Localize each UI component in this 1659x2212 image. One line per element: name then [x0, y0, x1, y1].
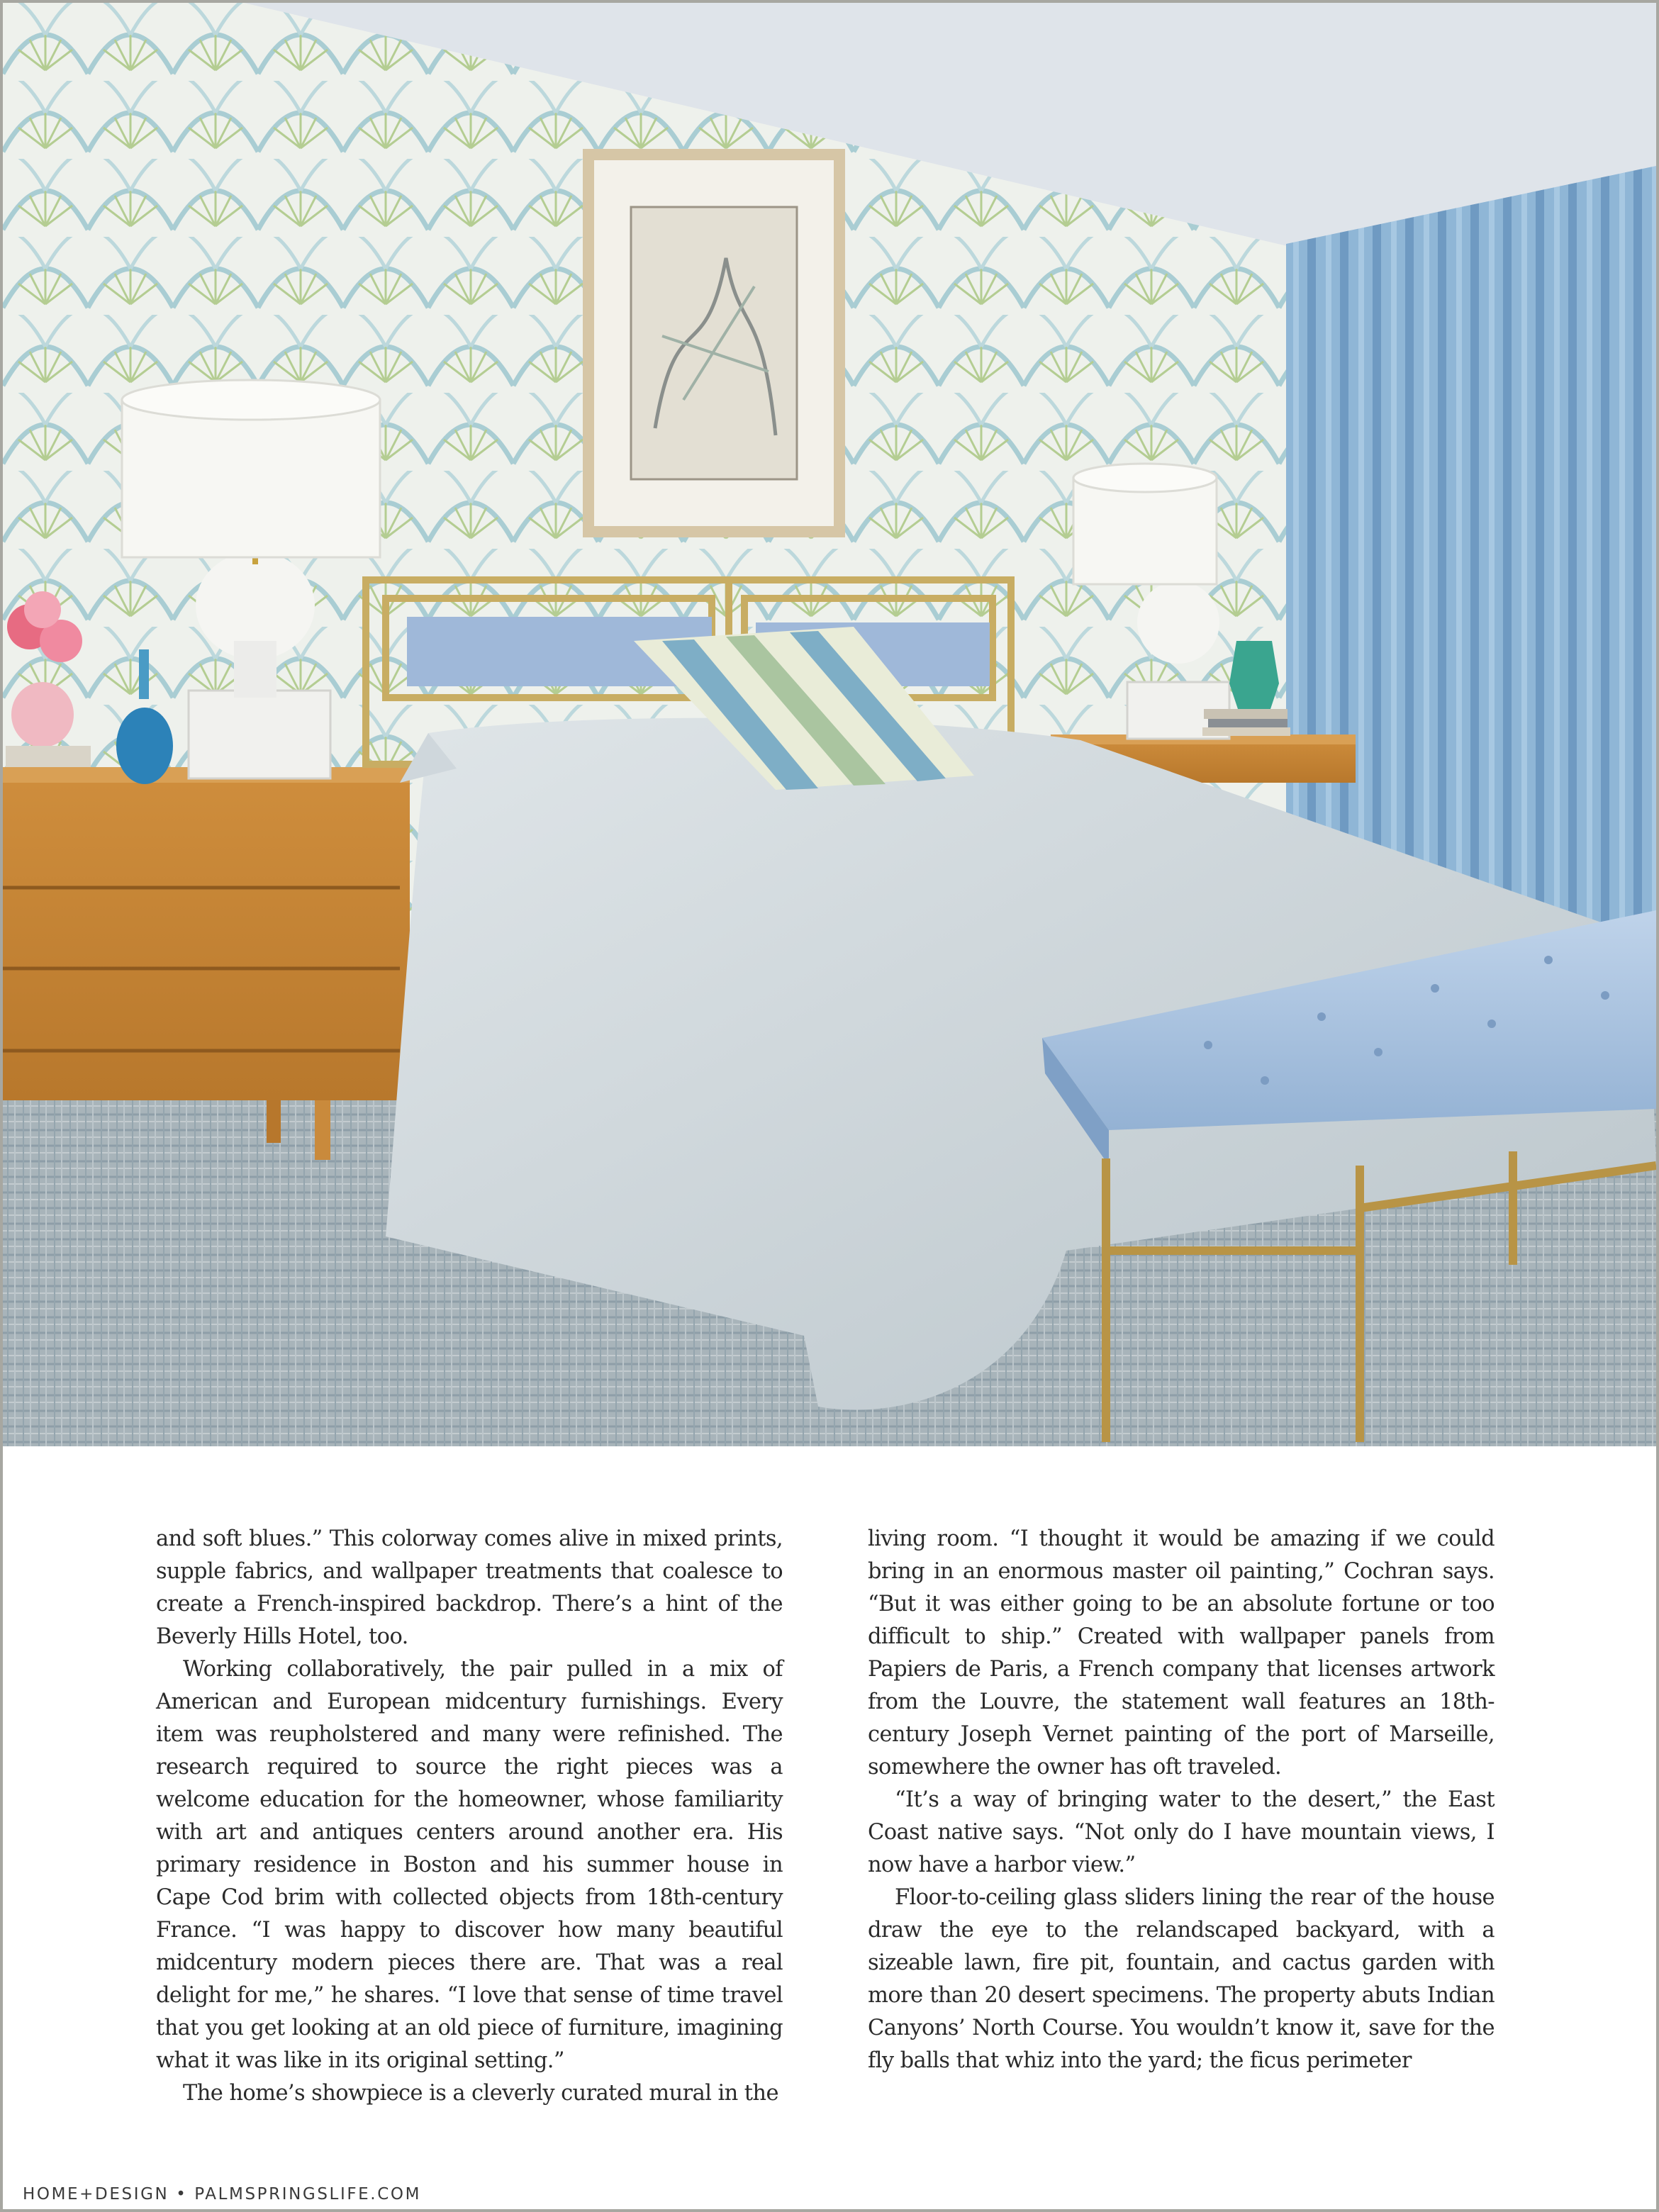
paragraph: Floor-to-ceiling glass sliders lining the rear of the house draw the eye to the relandscaped backyard, with a sizeable lawn, fire pit, fountain, and cactus garden with more than 20 desert specimens. The property abuts Indian Canyons’ North Course. You wouldn’t know it, save for the fly balls that whiz into the yard; the ficus perimeter [868, 1885, 1495, 2073]
paragraph: living room. “I thought it would be amazing if we could bring in an enormous master oil painting,” Cochran says. “But it was either going to be an absolute fortune or too difficult to ship.” Created with wallpaper panels from Papiers de Paris, a French company that licenses artwork from the Louvre, the statement wall features an 18th-century Joseph Vernet painting of the port of Marseille, somewhere the owner has oft traveled. [868, 1526, 1495, 1780]
framed-artwork [583, 149, 845, 537]
paragraph: Working collaboratively, the pair pulled in a mix of American and European midcentury furnishings. Every item was reupholstered and many were refinished. The research required to source the right pieces was a welcome education for the homeowner, whose familiarity with art and antiques centers around another era. His primary residence in Boston and his summer house in Cape Cod brim with collected objects from 18th-century France. “I was happy to discover how many beautiful midcentury modern pieces there are. That was a real delight for me,” he shares. “I love that sense of time travel that you get looking at an old piece of furniture, imagining what it was like in its original setting.” [156, 1657, 783, 2073]
paragraph: and soft blues.” This colorway comes alive in mixed prints, supple fabrics, and wallpaper treatments that coalesce to create a French-inspired backdrop. There’s a hint of the Beverly Hills Hotel, too. [156, 1526, 783, 1649]
article-left-column [156, 1523, 783, 2110]
paragraph: “It’s a way of bringing water to the desert,” the East Coast native says. “Not only do I have mountain views, I now have a harbor view.” [868, 1787, 1495, 1877]
bedroom-illustration [3, 3, 1656, 1446]
book-stack [1202, 709, 1290, 736]
article-right-column [868, 1523, 1495, 2077]
bedroom-photo [3, 3, 1656, 1446]
page-footer: HOME+DESIGN • PALMSPRINGSLIFE.COM [23, 2185, 422, 2203]
paragraph: The home’s showpiece is a cleverly curated mural in the [183, 2081, 778, 2106]
